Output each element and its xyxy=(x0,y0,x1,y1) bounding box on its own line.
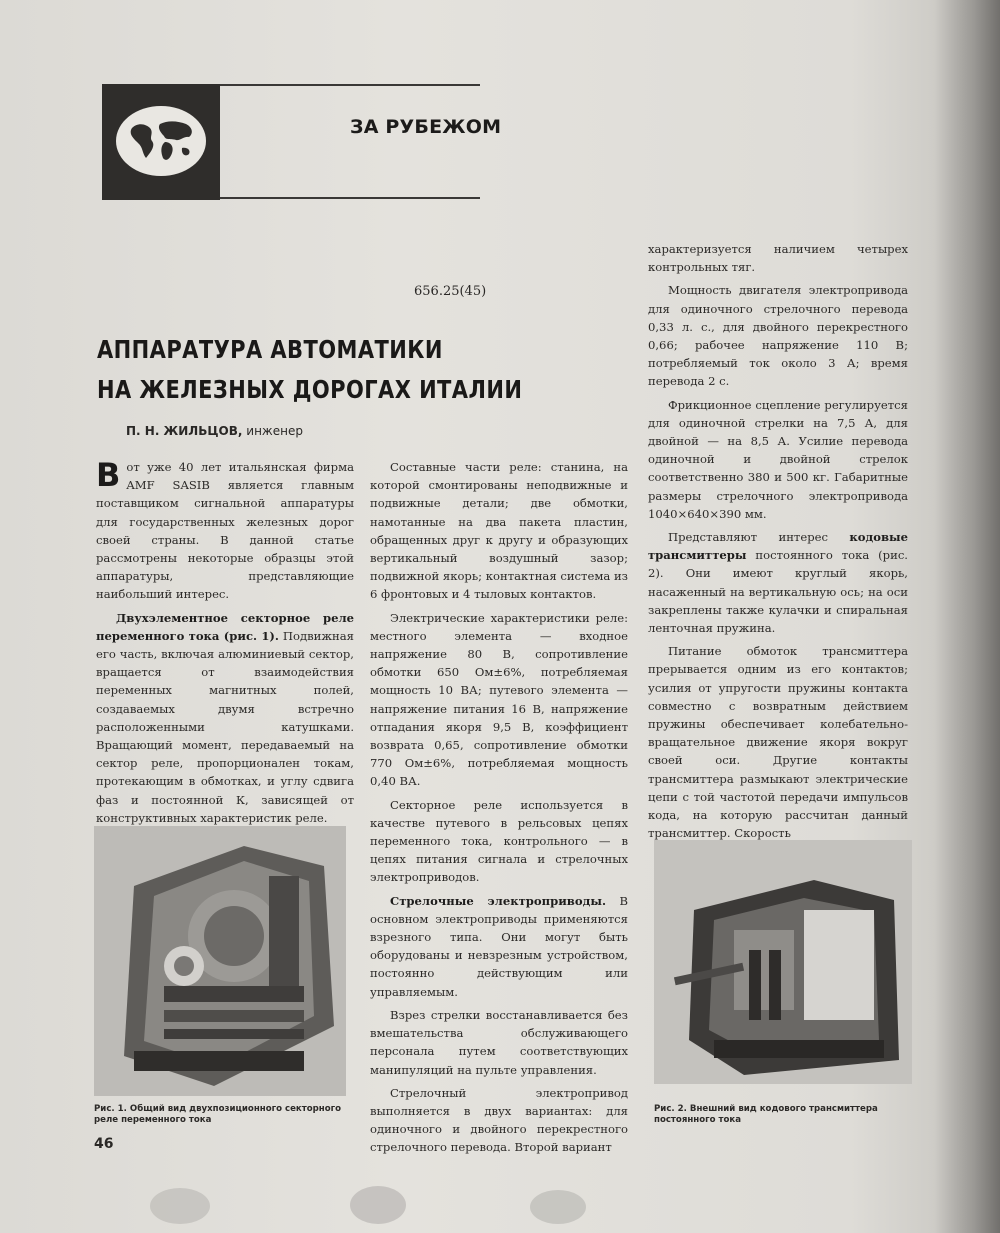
article-title-line2: НА ЖЕЛЕЗНЫХ ДОРОГАХ ИТАЛИИ xyxy=(97,375,523,404)
paragraph: Представляют интерес кодовые трансмиттеры постоянного тока (рис. 2). Они имеют круглый якорь, насаженный на вертикальную ось; на оси закреплены также кулачки и спиральная ленточная пружина. xyxy=(648,530,908,636)
section-title: ЗА РУБЕЖОМ xyxy=(350,116,502,138)
subheading: Двухэлементное секторное реле переменного тока (рис. 1). xyxy=(96,610,354,643)
text-column-2 xyxy=(370,458,628,1162)
paragraph: Питание обмоток трансмиттера прерывается одним из его контактов; усилия от упругости пружины контакта совместно с возвратным действием пружины обеспечивает колебательно-вращательное движение якоря вокруг своей оси. Другие контакты трансмиттера размыкают электрические цепи с той частотой передачи импульсов кода, на которую рассчитан данный трансмиттер. Скорость xyxy=(648,644,908,841)
author-name: П. Н. ЖИЛЬЦОВ, xyxy=(126,424,243,438)
page-edge-shadow xyxy=(935,0,1000,1233)
paragraph: Стрелочные электроприводы. В основном электроприводы применяются взрезного типа. Они могут быть оборудованы и невзрезным устройством, постоянно действующим или управляемым. xyxy=(370,893,628,999)
header-rule-bottom xyxy=(220,197,480,199)
author-byline xyxy=(126,424,303,438)
figure-2-caption: Рис. 2. Внешний вид кодового трансмиттера постоянного тока xyxy=(654,1104,878,1125)
article-title xyxy=(97,330,522,410)
paragraph: Мощность двигателя электропривода для одиночного стрелочного перевода 0,33 л. с., для двойного перекрестного 0,66; рабочее напряжение 110 В; потребляемый ток около 3 А; время перевода 2 с. xyxy=(648,283,908,389)
header-rule-top xyxy=(220,84,480,86)
figure-1-photo xyxy=(94,826,346,1096)
figure-1-caption: Рис. 1. Общий вид двухпозиционного секторного реле переменного тока xyxy=(94,1104,342,1125)
drop-cap: В xyxy=(96,456,121,494)
author-role: инженер xyxy=(246,424,303,438)
paragraph: характеризуется наличием четырех контрольных тяг. xyxy=(648,242,908,275)
stain-mark xyxy=(530,1190,586,1224)
stain-mark xyxy=(150,1188,210,1224)
paragraph: Секторное реле используется в качестве путевого в рельсовых цепях переменного тока, контрольного — в цепях питания сигнала и стрелочных электроприводов. xyxy=(370,797,628,885)
paragraph: Электрические характеристики реле: местного элемента — входное напряжение 80 В, сопротивление обмотки 650 Ом±6%, потребляемая мощность 10 ВА; путевого элемента — напряжение питания 16 В, напряжение отпадания якоря 9,5 В, коэффициент возврата 0,65, сопротивление обмотки 770 Ом±6%, потребляемая мощность 0,40 ВА. xyxy=(370,610,628,789)
figure-2-photo xyxy=(654,840,912,1084)
page-number: 46 xyxy=(94,1136,114,1152)
text-column-3 xyxy=(648,240,908,848)
paragraph: Фрикционное сцепление регулируется для одиночной стрелки на 7,5 А, для двойной — на 8,5 А. Усилие перевода одиночной и двойной стрелок соответственно 380 и 500 кг. Габаритные размеры стрелочного электропривода 1040×640×390 мм. xyxy=(648,397,908,521)
subheading: Стрелочные электроприводы. xyxy=(390,893,606,908)
subheading: кодовые трансмиттеры xyxy=(648,530,908,563)
paragraph: Составные части реле: станина, на которой смонтированы неподвижные и подвижные детали; две обмотки, намотанные на два пакета пластин, обращенных друг к другу и образующих вертикальный воздушный зазор; подвижной якорь; контактная система из 6 фронтовых и 4 тыловых контактов. xyxy=(370,460,628,602)
udc-code: 656.25(45) xyxy=(414,284,487,299)
paragraph: Двухэлементное секторное реле переменного тока (рис. 1). Подвижная его часть, включая алюминиевый сектор, вращается от взаимодействия переменных магнитных полей, создаваемых двумя встречно расположенными катушками. Вращающий момент, передаваемый на сектор реле, пропорционален токам, протекающим в обмотках, и углу сдвига фаз и постоянной К, зависящей от конструктивных характеристик реле. xyxy=(96,610,354,825)
paragraph-intro: Вот уже 40 лет итальянская фирма AMF SASIB является главным поставщиком сигнальной аппаратуры для государственных железных дорог своей страны. В данной статье рассмотрены некоторые образцы этой аппаратуры, представляющие наибольший интерес. xyxy=(96,456,354,602)
globe-map-icon xyxy=(116,106,206,176)
stain-mark xyxy=(350,1186,406,1224)
paragraph: Взрез стрелки восстанавливается без вмешательства обслуживающего персонала путем соответствующих манипуляций на пульте управления. xyxy=(370,1007,628,1077)
text-column-1 xyxy=(96,458,354,832)
paragraph: Стрелочный электропривод выполняется в двух вариантах: для одиночного и двойного перекрестного стрелочного перевода. Второй вариант xyxy=(370,1085,628,1155)
article-title-line1: АППАРАТУРА АВТОМАТИКИ xyxy=(97,335,443,364)
section-icon-box xyxy=(102,84,220,200)
